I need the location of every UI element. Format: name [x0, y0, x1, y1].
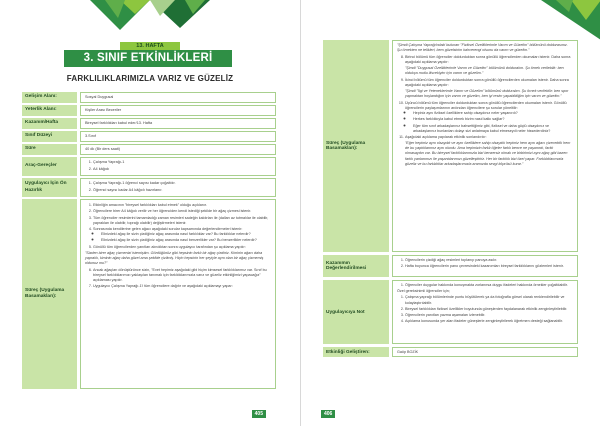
step-item [405, 101, 573, 134]
activity-title: FARKLILIKLARIMIZLA VARIZ VE GÜZELİZ [66, 74, 234, 83]
geometric-header-decoration [0, 0, 300, 40]
row-value: Bireysel farklılıkları kabul eder/13. Hafta [80, 118, 276, 129]
list-item: 2. Öğrenci sayısı kadar A4 kâğıdı hazırlanır. [93, 188, 176, 193]
quote-text: "Şimdi "İlgi ve Yeteneklerimle Varım ve Güzelim" bölümünü dolduralım. Şu örnek verilebilir: ben spor yapmaktan hoşlandığım için varım ve güzelim, ben iyi resim yapabildiğim için varım ve güzelim." [405, 89, 569, 99]
step-item [405, 135, 573, 167]
step-item: 7. Uygulayıcı Çalışma Yaprağı-1'i tüm öğrencilere dağıtır ve aşağıdaki açıklamayı yapar: [93, 284, 271, 289]
step-item [405, 78, 573, 99]
list-item: 2. Hafta boyunca öğrencilerin pano çevresindeki kazanımları bireysel farklılıklarını gözlemleri istenir. [405, 264, 573, 269]
note-intro: Özel gereksinimli öğrenciler için; [397, 289, 450, 294]
page-title: 3. SINIF ETKİNLİKLERİ [64, 50, 232, 67]
bullet-item: ◦ Hepiniz aynı fiziksel özelliklere sahip olsaydınız neler yaşanırdı? [413, 111, 573, 116]
step-item: 3. Tüm öğrenciler resimlerini tamamladığı zaman resimleri sadeğin kaldırları ile (dalları az tutmalılar ile olabilir, yaprakları ile olabilir, toprağı olabilir) değiştirmeleri istenir. [93, 216, 271, 226]
list-item: 4. Açıklama konusunda yer alan ifadeler güneşlerle zenginleştirilerek öğretmen desteği sağlanabilir. [405, 319, 573, 324]
row-value [80, 157, 276, 176]
row-value: Kişiler Arası Beceriler [80, 105, 276, 116]
row-surec [22, 199, 276, 389]
list-item: 1. Öğrencilerin çizdiği ağaç resimleri toplanıp panoya asılır. [405, 258, 573, 263]
bullet-item: ◦ Eğer tüm sınıf arkadaşlarınız bahsettiğimiz gibi, fiziksel ve daha güçlü olsaydınız ve arkadaşlarınız bunlardan dolayı sizi anlatmaya kabul etmeseydi neler hissederdiniz? [413, 124, 573, 134]
list-item: 1. Öğrenciler duygular hakkında konuşmakta zorlanırsa duygu ifadeleri hakkında örnekler çoğaltılabilir. [405, 283, 573, 288]
row-value [80, 178, 276, 197]
week-label: 13. HAFTA [120, 42, 180, 50]
page-number: 406 [321, 410, 335, 418]
credits-value: Gaöp BOZİK [392, 347, 578, 357]
step-item: 6. Ancak ağaçları dönüştürünce sizin, "Evet hepimiz aşağıdaki gibi hiçim kimsesel farklılıklarımız var. Sınıf bu bireysel farklılıklarımızı yaklaşılan tanımak için farklılıklarımızla varız ve güzeliz etkinliğimizi yapacağız" açıklaması yapılır. [93, 268, 271, 283]
row-arac-gerec [22, 157, 276, 176]
row-on-hazirlik [22, 178, 276, 197]
row-value [80, 199, 276, 389]
step-text: Birinci bölümü tüm öğrenciler doldurduktan sonra gönüllü öğrencilerden okumaları istenir. Daha sonra aşağıdaki açıklama yapılır: [405, 54, 571, 64]
row-label: Kazanımın Değerlendirilmesi [323, 255, 389, 277]
list-item: 2. A4 kâğıdı [93, 167, 124, 172]
row-value: 40 dk (Bir ders saati) [80, 144, 276, 155]
bullet-item: ◦ Herkes farklılıkıyla kabul etmek bizim nasıl katkı sağlar? [413, 117, 573, 122]
row-label: Süreç (Uygulama Basamakları): [22, 199, 77, 389]
note-content [392, 280, 578, 344]
quote-text: "Sizden birer ağaç çizmenizi istemiştim. Gördüğünüz gibi hepsinin farklı bir ağaç çizdiniz. Kiminin ağacı daha yapraklı, kiminin ağaç daha güzel ama şekilde çizilmiş. Hiçin hepsinin her şeyiyle aynı olan bir ağaç çizmemiş oldunuz mu?" [85, 251, 264, 266]
step-item [405, 55, 573, 76]
list-item: 2. Bireysel farklılıkları fiziksel özellikler boyutunda güneşlerden faydalanarak etkinlik zenginleştirilebilir. [405, 307, 573, 312]
list-item: 1. Çalışma Yaprağı-1 öğrenci sayısı kadar çoğaltılır. [93, 181, 176, 186]
step-text: Üçüncü bölümü tüm öğrenciler doldurduktan sonra gönüllü öğrencilerden okumaları istenir. Gönüllü öğrencilerin paylaşımlarının ardından öğrencilere şu sorular yöneltilir: [405, 100, 567, 110]
row-label: Etkinliği Geliştiren: [323, 347, 389, 357]
list-item: 1. Çalışma Yaprağı-1 [93, 160, 124, 165]
step-item: 1. Etkinliğin amacının "bireysel farklılıkları kabul etmek" olduğu açıklanır. [93, 203, 271, 208]
outcome-content [392, 255, 578, 277]
row-label: Gelişim Alanı: [22, 92, 77, 103]
list-item: 3. Öğrencilerin yanıtları yazma aşamaları izlenebilir. [405, 313, 573, 318]
row-label: Araç-Gereçler [22, 157, 77, 176]
step-item: 2. Öğrencilere birer A4 kâğıdı verilir ve her öğrenciden kendi istediği şekilde bir ağaç çizmesi istenir. [93, 209, 271, 214]
row-label: Uygulayıcı İçin Ön Hazırlık [22, 178, 77, 197]
step-item: 5. Gönüllü tüm öğrencilerden yanıtları alındıktan sonra uygulayıcı tarafından şu açıklama yapılır: [93, 245, 271, 250]
page-number: 405 [252, 410, 266, 418]
row-sinif [22, 131, 276, 142]
row-label: Yeterlik Alanı: [22, 105, 77, 116]
row-sure [22, 144, 276, 155]
step-text: Sonrasında kendilerine gelen ağacı aşağıdaki sorular kapsamında değerlendirmeleri istenir: [93, 227, 243, 231]
row-value: 3.Sınıf [80, 131, 276, 142]
geometric-corner-decoration [301, 0, 600, 40]
row-label: Süreç (Uygulama Basamakları): [323, 40, 389, 252]
step-text: İkinci bölümü tüm öğrenciler doldurduktan sonra gönüllü öğrencilerden okumaları istenir. Daha sonra aşağıdaki açıklama yapılır: [405, 77, 569, 87]
row-label: Sınıf Düzeyi [22, 131, 77, 142]
row-gelisim [22, 92, 276, 103]
quote-text: "Eğer hepimiz aynı olsaydık ve aynı özelliklere sahip olsaydık hepimiz hem aynı ağacı çizecektik hem de bu yaptıklarımız aynı olurdu. Ama hepimizin farklı öğeler farklı bence ne yaşanırdı, farklı olmasaydın var. Bu bireysel farklılıklarımızla bizi benzersiz olmak ve birbirimizi aynı ağaç gibi bazen farklı yanlarımızı ile yaşantılarımızı güzelleştiririz. Her bir farklılık bizi özel yapar. Farklılıklarımızla güzeliz ve bu farklılıklar arkadaşlarımızla aramızda sevgi köprüsü kurar." [405, 141, 571, 166]
right-page [300, 0, 600, 426]
row-label: Kazanım/Hafta [22, 118, 77, 129]
bullet-item: ◦ Elinizdeki ağaç ile sizin çizdiğiniz ağaç arasında nasıl benzerlikler var? Bu benzerlikler nelerdir? [101, 238, 271, 243]
row-kazanim [22, 118, 276, 129]
step-text: Aşağıdaki açıklama yapılarak etkinlik sonlandırılır: [405, 135, 487, 140]
row-label: Uygulayıcıya Not [323, 280, 389, 344]
step-item [93, 227, 271, 244]
bullet-item: ◦ Elinizdeki ağaç ile sizin çizdiğiniz ağaç arasında nasıl farklılıklar var? Bu farklılıklar nelerdir? [101, 232, 271, 237]
quote-text: "Şimdi Çalışma Yaprağı'ndaki bulunan "Fiziksel Özelliklerimle Varım ve Güzelim" bölümünü doldurasınız. Şu örnekten ne telikleri, bem güzelsinim kahverengi olsunu da varım ve güzelim." [397, 43, 568, 53]
process-content [392, 40, 578, 252]
row-value: Sosyal Duygusal [80, 92, 276, 103]
row-yeterlik [22, 105, 276, 116]
row-label: Süre [22, 144, 77, 155]
list-item: 1. Çalışma yaprağı bölümlerinde puntu büyütülerek ya da fotoğrafla görsel olarak renklendirilebilir ve kolaylaştırılabilir. [405, 295, 573, 305]
quote-text: "Şimdi "Duygusal Özelliklerimle Varım ve Güzelim" bölümünü dolduralım. Şu örnek verilebilir: ben oldukça mutlu ilisceklyim için varım ve güzelim." [405, 66, 564, 76]
